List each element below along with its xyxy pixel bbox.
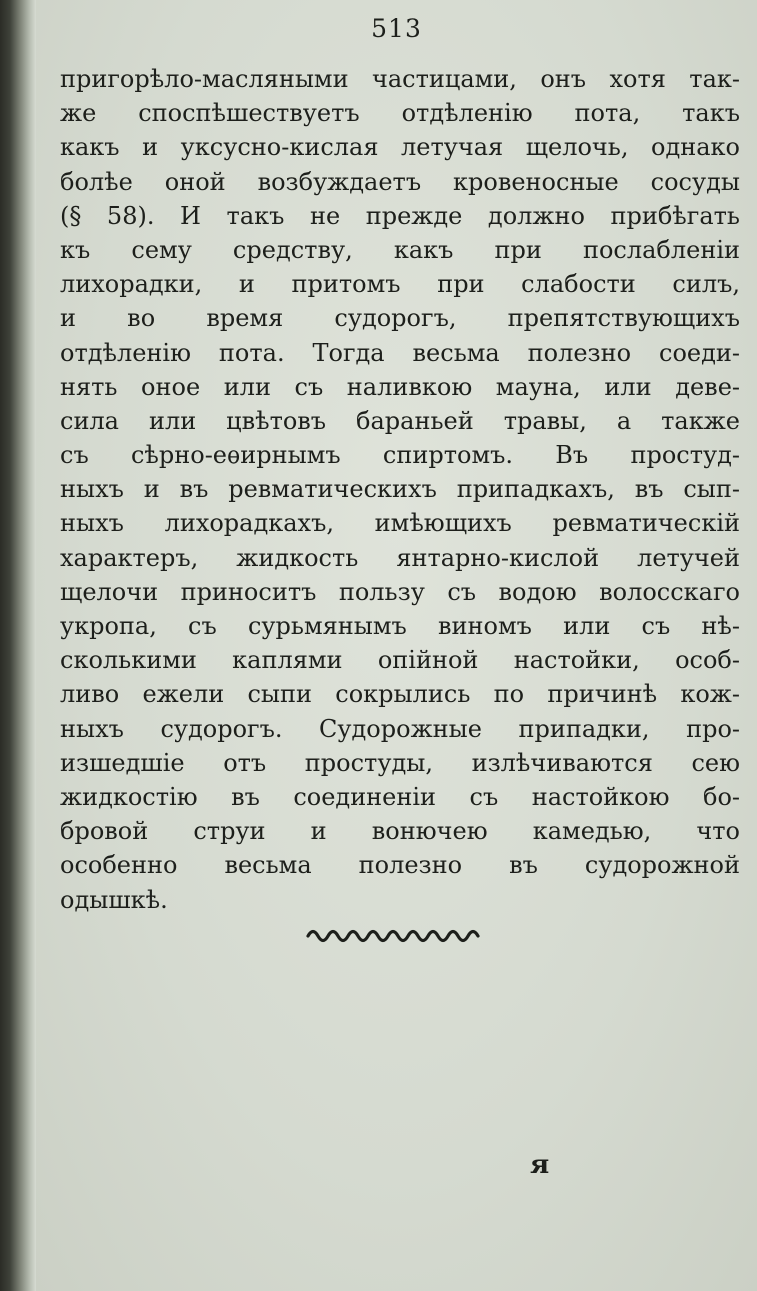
text-line: же споспѣшествуетъ отдѣленію пота, такъ: [60, 99, 740, 128]
text-line: къ сему средству, какъ при послабленіи: [60, 235, 740, 264]
book-page: [36, 0, 757, 1291]
text-line: одышкѣ.: [60, 885, 168, 914]
text-line: сколькими каплями опійной настойки, особ-: [60, 646, 740, 675]
text-line: съ сѣрно-еѳирнымъ спиртомъ. Въ простуд-: [60, 441, 740, 470]
text-line: ныхъ судорогъ. Судорожные припадки, про-: [60, 714, 740, 743]
text-line: бровой струи и вонючею камедью, что: [60, 817, 740, 846]
wave-ornament-icon: [306, 922, 486, 946]
text-line: особенно весьма полезно въ судорожной: [60, 851, 740, 880]
text-line: ныхъ лихорадкахъ, имѣющихъ ревматическій: [60, 509, 740, 538]
text-line: нять оное или съ наливкою мауна, или деве-: [60, 372, 740, 401]
text-line: и во время судорогъ, препятствующихъ: [60, 304, 740, 333]
text-line: сила или цвѣтовъ бараньей травы, а также: [60, 406, 740, 435]
text-line: ныхъ и въ ревматическихъ припадкахъ, въ сып-: [60, 475, 740, 504]
text-line: изшедшіе отъ простуды, излѣчиваются сею: [60, 748, 740, 777]
text-line: жидкостію въ соединеніи съ настойкою бо-: [60, 782, 740, 811]
text-line: укропа, съ сурьмянымъ виномъ или съ нѣ-: [60, 612, 740, 640]
catchword: я: [530, 1150, 550, 1180]
body-text: [60, 62, 740, 917]
text-line: (§ 58). И такъ не прежде должно прибѣгать: [60, 201, 740, 230]
text-line: ливо ежели сыпи сокрылись по причинѣ кож-: [60, 680, 740, 709]
text-line: щелочи приноситъ пользу съ водою волосскаго: [60, 577, 740, 606]
text-line: лихорадки, и притомъ при слабости силъ,: [60, 270, 740, 299]
text-line: отдѣленію пота. Тогда весьма полезно соеди-: [60, 338, 740, 367]
text-line: пригорѣло-масляными частицами, онъ хотя так-: [60, 65, 740, 93]
text-line: характеръ, жидкость янтарно-кислой летучей: [60, 543, 740, 572]
text-line: какъ и уксусно-кислая летучая щелочь, однако: [60, 133, 740, 162]
book-spine-shadow: [0, 0, 36, 1291]
page-number: 513: [371, 14, 422, 43]
text-line: болѣе оной возбуждаетъ кровеносные сосуды: [60, 167, 740, 196]
